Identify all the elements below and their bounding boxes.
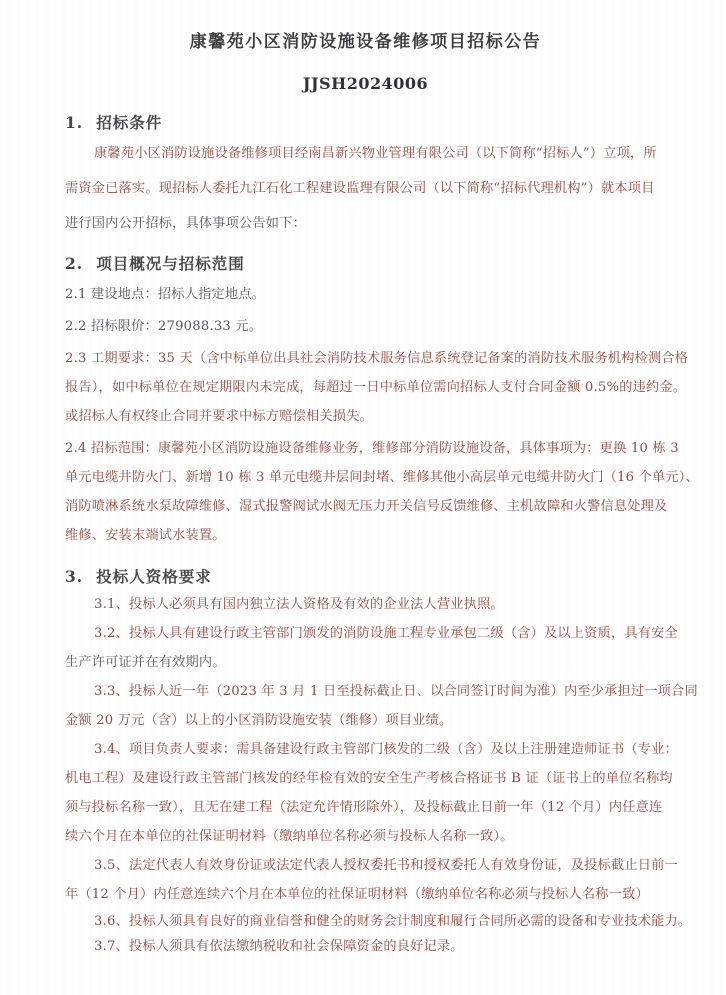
text-line: 3.1、投标人必须具有国内独立法人资格及有效的企业法人营业执照。 xyxy=(94,597,504,612)
section-number: 1. xyxy=(65,113,84,132)
text-line: 需资金已落实。现招标人委托九江石化工程建设监理有限公司（以下简称“招标代理机构”）就本项目 xyxy=(65,181,655,196)
section-number: 3. xyxy=(65,567,84,586)
text-line: 须与投标名称一致），且无在建工程（法定允许情形除外），及投标截止日前一年（12 个月）内任意连 xyxy=(65,800,663,815)
text-line: 续六个月在本单位的社保证明材料（缴纳单位名称必须与投标人名称一致）。 xyxy=(65,829,514,844)
section-title: 项目概况与招标范围 xyxy=(96,254,245,273)
text-line: 金额 20 万元（含）以上的小区消防设施安装（维修）项目业绩。 xyxy=(65,713,453,728)
document-number: JJSH2024006 xyxy=(302,74,429,93)
text-line: 机电工程）及建设行政主管部门核发的经年检有效的安全生产考核合格证书 B 证（证书上的单位名称均 xyxy=(65,771,673,786)
section-heading-project-overview xyxy=(65,251,666,277)
section-heading-bidding-conditions xyxy=(65,110,666,136)
section-title: 招标条件 xyxy=(96,113,163,132)
section-heading-bidder-qualifications xyxy=(65,564,666,590)
text-line: 3.7、投标人须具有依法缴纳税收和社会保障资金的良好记录。 xyxy=(94,939,464,954)
text-line: 单元电缆井防火门、新增 10 栋 3 单元电缆井层间封堵、维修其他小高层单元电缆井防火门（16 个单元）、 xyxy=(65,470,699,485)
section-number: 2. xyxy=(65,254,84,273)
text-line: 生产许可证并在有效期内。 xyxy=(65,655,226,670)
text-line: 3.5、法定代表人有效身份证或法定代表人授权委托书和授权委托人有效身份证，及投标截止日前一 xyxy=(94,858,678,873)
text-line: 3.2、投标人具有建设行政主管部门颁发的消防设施工程专业承包二级（含）及以上资质，具有安全 xyxy=(94,626,678,641)
text-line: 3.4、项目负责人要求：需具备建设行政主管部门核发的二级（含）及以上注册建造师证书（专业： xyxy=(94,742,678,757)
text-line: 年（12 个月）内任意连续六个月在本单位的社保证明材料（缴纳单位名称必须与投标人名称一致） xyxy=(65,887,649,902)
text-line: 进行国内公开招标，具体事项公告如下： xyxy=(65,216,306,231)
text-line: 康馨苑小区消防设施设备维修项目经南昌新兴物业管理有限公司（以下简称“招标人”）立项，所 xyxy=(94,146,657,161)
text-line: 2.4 招标范围：康馨苑小区消防设施设备维修业务，维修部分消防设施设备，具体事项为：更换 10 栋 3 xyxy=(65,441,679,456)
text-line: 2.1 建设地点：招标人指定地点。 xyxy=(65,287,266,302)
text-line: 报告），如中标单位在规定期限内未完成，每超过一日中标单位需向招标人支付合同金额 0.5%的违约金。 xyxy=(65,380,687,395)
text-line: 2.3 工期要求：35 天（含中标单位出具社会消防技术服务信息系统登记备案的消防技术服务机构检测合格 xyxy=(65,351,689,366)
text-line: 3.6、投标人须具有良好的商业信誉和健全的财务会计制度和履行合同所必需的设备和专业技术能力。 xyxy=(94,914,692,929)
text-line: 或招标人有权终止合同并要求中标方赔偿相关损失。 xyxy=(65,409,373,424)
section-title: 投标人资格要求 xyxy=(96,567,212,586)
text-line: 2.2 招标限价：279088.33 元。 xyxy=(65,319,263,334)
text-line: 维修、安装末端试水装置。 xyxy=(65,528,226,543)
text-line: 3.3、投标人近一年（2023 年 3 月 1 日至投标截止日、以合同签订时间为准）内至少承担过一项合同 xyxy=(94,684,698,699)
document-title: 康馨苑小区消防设施设备维修项目招标公告 xyxy=(189,32,542,52)
text-line: 消防喷淋系统水泵故障维修、湿式报警阀试水阀无压力开关信号反馈维修、主机故障和火警信息处理及 xyxy=(65,499,668,514)
